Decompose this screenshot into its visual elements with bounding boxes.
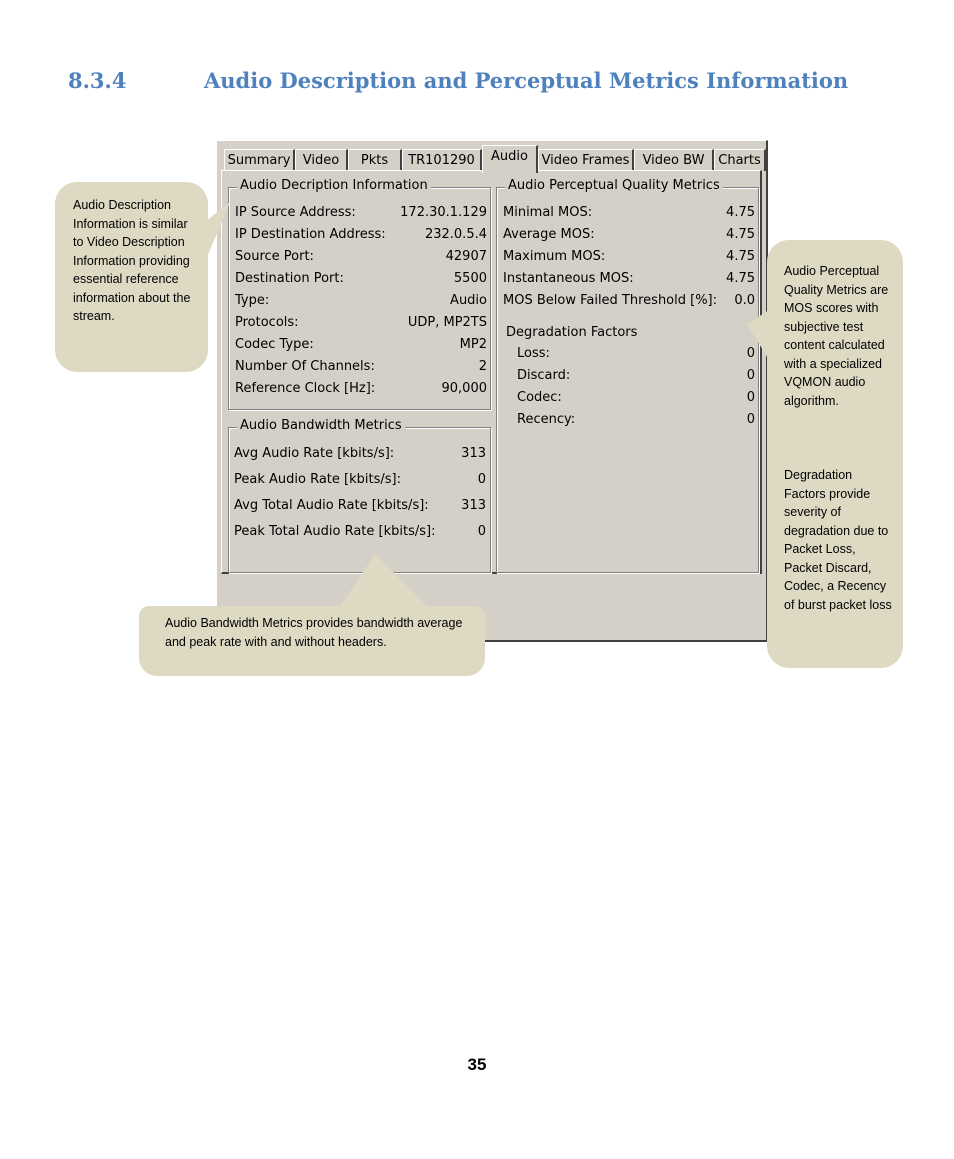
desc-row [235, 357, 487, 377]
mos-value: 4.75 [726, 249, 755, 264]
desc-value: 5500 [453, 271, 487, 286]
callout-pointer [205, 222, 265, 272]
tab-video[interactable]: Video [295, 149, 348, 171]
desc-label: Reference Clock [Hz]: [235, 381, 376, 396]
mos-label: MOS Below Failed Threshold [%]: [503, 293, 718, 308]
tab-summary[interactable]: Summary [224, 149, 295, 171]
desc-label: Number Of Channels: [235, 359, 375, 374]
section-number: 8.3.4 [68, 68, 127, 93]
audio-bandwidth-group [228, 418, 491, 573]
bw-value: 313 [461, 498, 486, 513]
degradation-row [517, 366, 755, 386]
mos-row [503, 203, 755, 223]
desc-row [235, 335, 487, 355]
desc-row [235, 313, 487, 333]
bw-row [234, 522, 486, 542]
desc-row [235, 203, 487, 223]
audio-bandwidth-title: Audio Bandwidth Metrics [237, 418, 405, 433]
bw-row [234, 496, 486, 516]
degradation-value: 0 [746, 390, 755, 405]
bw-label: Peak Audio Rate [kbits/s]: [234, 472, 401, 487]
tab-audio[interactable]: Audio [482, 145, 538, 173]
degradation-row [517, 344, 755, 364]
mos-value: 4.75 [726, 271, 755, 286]
callout-audio-description-text: Audio Description Information is similar to Video Description Information providing essential reference information about the stream. [73, 198, 191, 323]
mos-value: 4.75 [726, 205, 755, 220]
degradation-label: Loss: [517, 346, 550, 361]
desc-row [235, 269, 487, 289]
callout-degradation-text: Degradation Factors provide severity of degradation due to Packet Loss, Packet Discard, Codec, a Recency of burst packet loss [784, 468, 892, 612]
section-heading [68, 68, 888, 102]
bw-row [234, 470, 486, 490]
degradation-factors-heading [506, 323, 746, 343]
degradation-value: 0 [746, 412, 755, 427]
callout-perceptual-quality [767, 240, 903, 668]
mos-row [503, 247, 755, 267]
degradation-label: Recency: [517, 412, 576, 427]
degradation-value: 0 [746, 368, 755, 383]
perceptual-quality-group [496, 178, 759, 573]
tab-video-frames[interactable]: Video Frames [538, 149, 634, 171]
desc-row [235, 379, 487, 399]
degradation-row [517, 410, 755, 430]
callout-audio-bandwidth [139, 606, 485, 676]
desc-label: Codec Type: [235, 337, 314, 352]
mos-row [503, 269, 755, 289]
callout-pointer [139, 554, 485, 610]
bw-label: Avg Total Audio Rate [kbits/s]: [234, 498, 429, 513]
desc-label: Source Port: [235, 249, 314, 264]
bw-label: Avg Audio Rate [kbits/s]: [234, 446, 395, 461]
page-number: 35 [467, 1055, 487, 1074]
mos-row [503, 291, 755, 311]
tab-strip [221, 145, 765, 171]
desc-row [235, 247, 487, 267]
perceptual-quality-title: Audio Perceptual Quality Metrics [505, 178, 723, 193]
bw-value: 0 [477, 472, 486, 487]
mos-value: 0.0 [734, 293, 755, 308]
desc-label: IP Source Address: [235, 205, 356, 220]
callout-perceptual-quality-text: Audio Perceptual Quality Metrics are MOS scores with subjective test content calculated with a specialized VQMON audio algorithm. [784, 264, 889, 408]
audio-description-group [228, 178, 491, 410]
audio-description-title: Audio Decription Information [237, 178, 431, 193]
desc-row [235, 225, 487, 245]
desc-value: 90,000 [441, 381, 487, 396]
mos-label: Maximum MOS: [503, 249, 606, 264]
desc-value: 172.30.1.129 [400, 205, 487, 220]
callout-audio-description [55, 182, 208, 372]
degradation-row [517, 388, 755, 408]
bw-value: 313 [461, 446, 486, 461]
tab-charts[interactable]: Charts [714, 149, 766, 171]
desc-value: MP2 [459, 337, 487, 352]
desc-label: Protocols: [235, 315, 299, 330]
bw-value: 0 [477, 524, 486, 539]
section-title: Audio Description and Perceptual Metrics Information [204, 68, 849, 93]
desc-row [235, 291, 487, 311]
desc-label: Destination Port: [235, 271, 344, 286]
desc-value: UDP, MP2TS [407, 315, 487, 330]
mos-value: 4.75 [726, 227, 755, 242]
degradation-label: Discard: [517, 368, 571, 383]
tab-tr101290[interactable]: TR101290 [402, 149, 482, 171]
desc-value: 2 [478, 359, 487, 374]
desc-label: IP Destination Address: [235, 227, 386, 242]
degradation-label: Codec: [517, 390, 562, 405]
degradation-value: 0 [746, 346, 755, 361]
desc-value: 232.0.5.4 [424, 227, 487, 242]
bw-label: Peak Total Audio Rate [kbits/s]: [234, 524, 436, 539]
mos-label: Instantaneous MOS: [503, 271, 634, 286]
mos-row [503, 225, 755, 245]
audio-tab-panel [221, 170, 762, 574]
tab-pkts[interactable]: Pkts [348, 149, 402, 171]
desc-label: Type: [235, 293, 270, 308]
desc-value: Audio [450, 293, 487, 308]
bw-row [234, 444, 486, 464]
callout-audio-bandwidth-text: Audio Bandwidth Metrics provides bandwidth average and peak rate with and without headers. [165, 616, 463, 649]
mos-label: Minimal MOS: [503, 205, 593, 220]
degradation-title: Degradation Factors [506, 325, 638, 340]
tab-video-bw[interactable]: Video BW [634, 149, 714, 171]
callout-pointer [739, 310, 769, 370]
desc-value: 42907 [445, 249, 487, 264]
mos-label: Average MOS: [503, 227, 595, 242]
